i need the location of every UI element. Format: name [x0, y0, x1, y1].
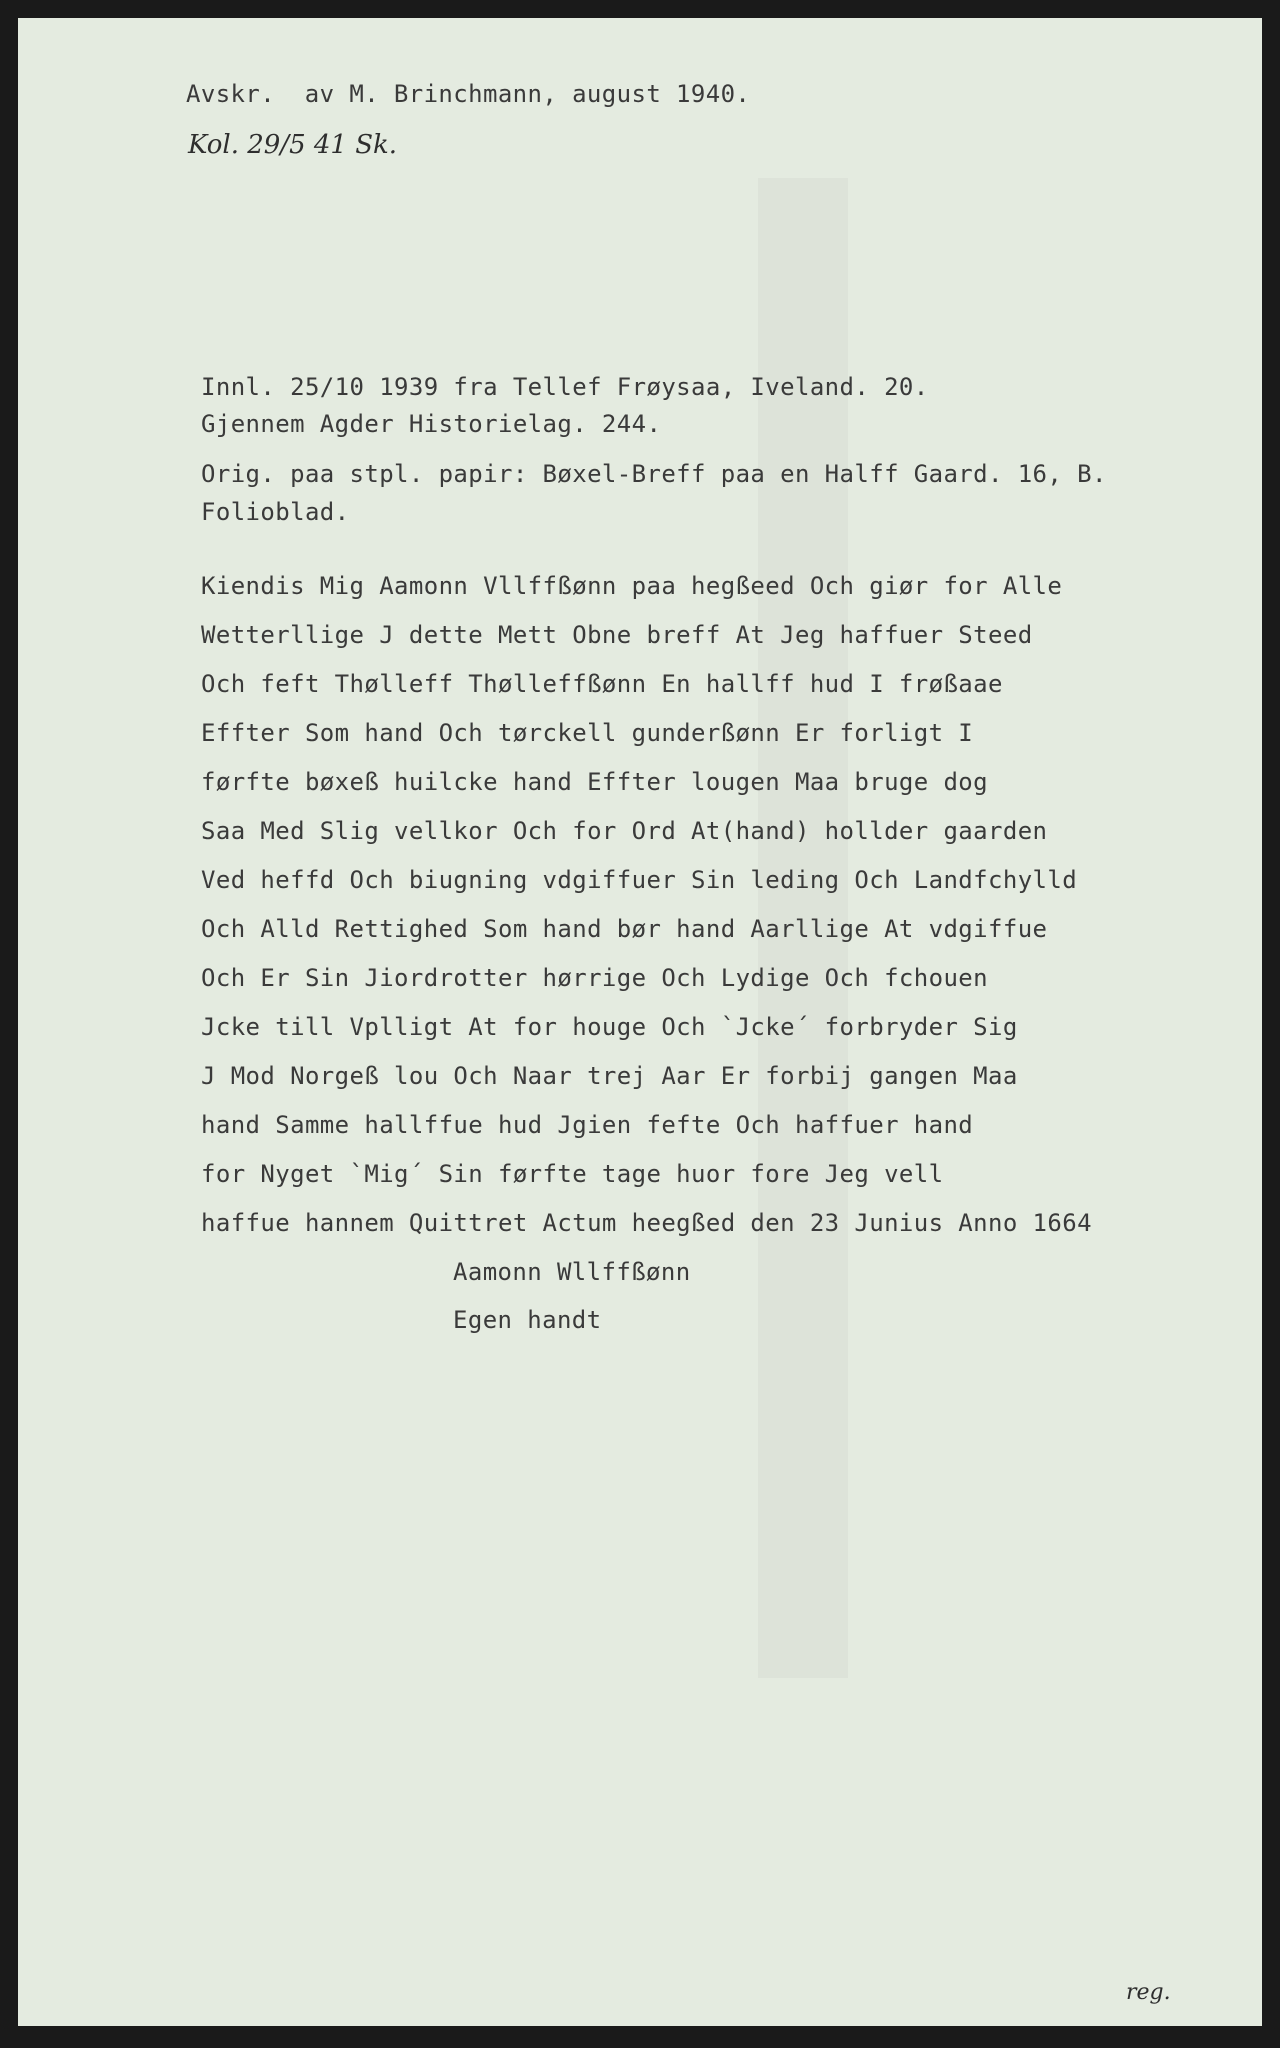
archive-handwritten-note: Kol. 29/5 41 Sk. [188, 130, 398, 160]
scanned-page [18, 18, 1262, 2026]
original-line: Orig. paa stpl. papir: Bøxel-Breff paa en Halff Gaard. 16, B. [201, 460, 1107, 488]
signature-name: Aamonn Wllffßønn [453, 1258, 691, 1286]
body-line: Effter Som hand Och tørckell gunderßønn Er forligt I [201, 719, 974, 747]
transcription-note: Avskr. av M. Brinchmann, august 1940. [186, 80, 751, 108]
register-mark: reg. [1126, 1980, 1171, 2005]
received-line: Innl. 25/10 1939 fra Tellef Frøysaa, Iveland. 20. [201, 373, 929, 401]
body-line: Ved heffd Och biugning vdgiffuer Sin leding Och Landfchylld [201, 866, 1078, 894]
body-line: haffue hannem Quittret Actum heegßed den 23 Junius Anno 1664 [201, 1209, 1092, 1237]
document-sheet [18, 18, 1262, 2026]
body-line: Och Er Sin Jiordrotter hørrige Och Lydige Och fchouen [201, 964, 989, 992]
body-line: for Nyget `Mig´ Sin førfte tage huor fore Jeg vell [201, 1160, 944, 1188]
body-line: J Mod Norgeß lou Och Naar trej Aar Er forbij gangen Maa [201, 1062, 1018, 1090]
body-line: Kiendis Mig Aamonn Vllffßønn paa hegßeed Och giør for Alle [201, 572, 1063, 600]
body-line: Saa Med Slig vellkor Och for Ord At(hand) hollder gaarden [201, 817, 1048, 845]
signature-note: Egen handt [453, 1306, 602, 1334]
body-line: Och Alld Rettighed Som hand bør hand Aarllige At vdgiffue [201, 915, 1048, 943]
body-line: hand Samme hallffue hud Jgien fefte Och haffuer hand [201, 1111, 974, 1139]
body-line: førfte bøxeß huilcke hand Effter lougen Maa bruge dog [201, 768, 989, 796]
via-line: Gjennem Agder Historielag. 244. [201, 410, 662, 438]
body-line: Wetterllige J dette Mett Obne breff At Jeg haffuer Steed [201, 621, 1033, 649]
body-line: Och feft Thølleff Thølleffßønn En hallff hud I frøßaae [201, 670, 1003, 698]
format-line: Folioblad. [201, 498, 350, 526]
body-line: Jcke till Vplligt At for houge Och `Jcke´ forbryder Sig [201, 1013, 1018, 1041]
